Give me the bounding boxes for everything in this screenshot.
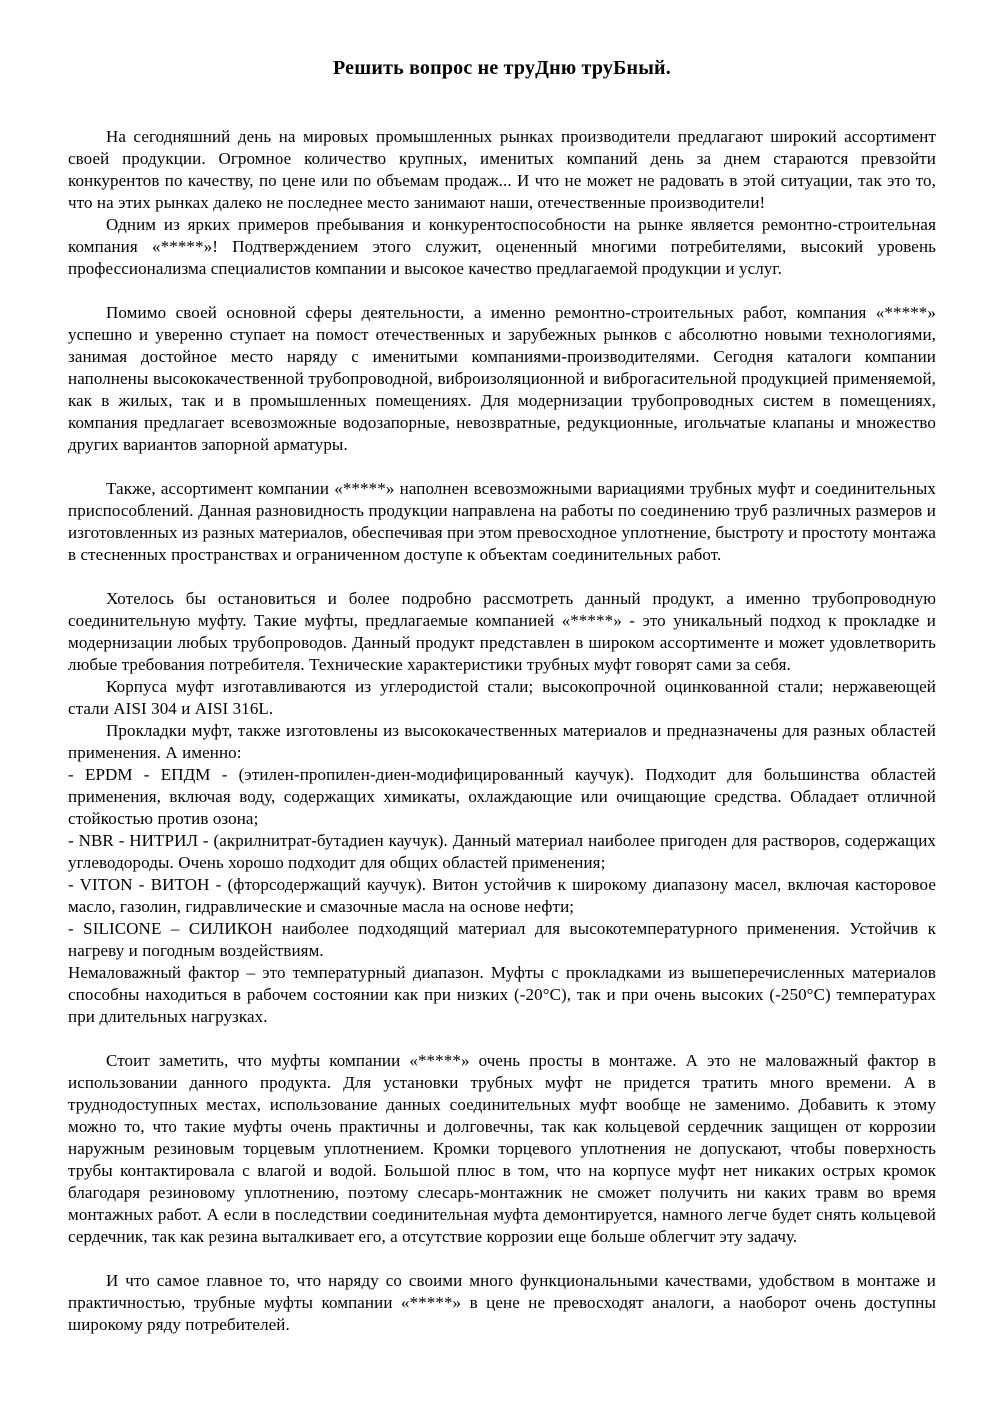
paragraph-conclusion: И что самое главное то, что наряду со своими много функциональными качествами, удобством в монтаже и практичностью, трубные муфты компании «*****» в цене не превосходят аналоги, а наоборот очень доступны широкому ряду потребителей. [68,1271,936,1334]
paragraph-company-example: Одним из ярких примеров пребывания и конкурентоспособности на рынке является ремонтно-строительная компания «*****»! Подтверждением этого служит, оцененный многими потребителями, высокий уровень профессионализма специалистов компании и высокое качество предлагаемой продукции и услуг. [68,215,936,278]
paragraph-intro: На сегодняшний день на мировых промышленных рынках производители предлагают широкий ассортимент своей продукции. Огромное количество крупных, именитых компаний день за днем стараются превзойти конкурентов по качеству, по цене или по объемам продаж... И что не может не радовать в этой ситуации, так это то, что на этих рынках далеко не последнее место занимают наши, отечественные производители! [68,127,936,212]
paragraph-company-activity: Помимо своей основной сферы деятельности, а именно ремонтно-строительных работ, компания «*****» успешно и уверенно ступает на помост отечественных и зарубежных рынков с абсолютно новыми технологиями, занимая достойное место наряду с именитыми компаниями-производителями. Сегодня каталоги компании наполнены высококачественной трубопроводной, виброизоляционной и виброгасительной продукцией применяемой, как в жилых, так и в промышленных помещениях. Для модернизации трубопроводных систем в помещениях, компания предлагает всевозможные водозапорные, невозвратные, редукционные, игольчатые клапаны и множество других вариантов запорной арматуры. [68,303,936,454]
paragraph-installation: Стоит заметить, что муфты компании «*****» очень просты в монтаже. А это не маловажный фактор в использовании данного продукта. Для установки трубных муфт не придется тратить много времени. А в труднодоступных местах, использование данных соединительных муфт вообще не заменимо. Добавить к этому можно то, что такие муфты очень практичны и долговечны, так как кольцевой сердечник защищен от коррозии наружным резиновым торцевым уплотнением. Кромки торцевого уплотнения не допускают, чтобы поверхность трубы контактировала с влагой и водой. Большой плюс в том, что на корпусе муфт нет никаких острых кромок благодаря резиновому уплотнению, поэтому слесарь-монтажник не сможет получить ни каких травм во время монтажных работ. А если в последствии соединительная муфта демонтируется, намного легче будет снять кольцевой сердечник, так как резина выталкивает его, а отсутствие коррозии еще больше облегчит эту задачу. [68,1051,936,1246]
paragraph-assortment: Также, ассортимент компании «*****» наполнен всевозможными вариациями трубных муфт и соединительных приспособлений. Данная разновидность продукции направлена на работы по соединению труб различных размеров и изготовленных из разных материалов, обеспечивая при этом превосходное уплотнение, быстроту и простоту монтажа в стесненных пространствах и ограниченном доступе к объектам соединительных работ. [68,479,936,564]
list-item-viton: - VITON - ВИТОН - (фторсодержащий каучук). Витон устойчив к широкому диапазону масел, включая касторовое масло, газолин, гидравлические и смазочные масла на основе нефти; [68,875,936,916]
paragraph-body-materials: Корпуса муфт изготавливаются из углеродистой стали; высокопрочной оцинкованной стали; нержавеющей стали AISI 304 и AISI 316L. [68,677,936,718]
list-item-epdm: - EPDM - ЕПДМ - (этилен-пропилен-диен-модифицированный каучук). Подходит для большинства областей применения, включая воду, содержащих химикаты, охлаждающие или очищающие средства. Обладает отличной стойкостью против озона; [68,765,936,828]
list-item-nbr: - NBR - НИТРИЛ - (акрилнитрат-бутадиен каучук). Данный материал наиболее пригоден для растворов, содержащих углеводороды. Очень хорошо подходит для общих областей применения; [68,831,936,872]
paragraph-gaskets-intro: Прокладки муфт, также изготовлены из высококачественных материалов и предназначены для разных областей применения. А именно: [68,721,936,762]
document-body [68,126,936,1336]
document-title: Решить вопрос не труДню труБный. [333,57,671,79]
paragraph-product-detail: Хотелось бы остановиться и более подробно рассмотреть данный продукт, а именно трубопроводную соединительную муфту. Такие муфты, предлагаемые компанией «*****» - это уникальный подход к прокладке и модернизации любых трубопроводов. Данный продукт представлен в широком ассортименте и может удовлетворить любые требования потребителя. Технические характеристики трубных муфт говорят сами за себя. [68,589,936,674]
list-item-silicone: - SILICONE – СИЛИКОН наиболее подходящий материал для высокотемпературного применения. Устойчив к нагреву и погодным воздействиям. [68,919,936,960]
paragraph-temperature: Немаловажный фактор – это температурный диапазон. Муфты с прокладками из вышеперечисленных материалов способны находиться в рабочем состоянии как при низких (-20°C), так и при очень высоких (-250°C) температурах при длительных нагрузках. [68,963,936,1026]
